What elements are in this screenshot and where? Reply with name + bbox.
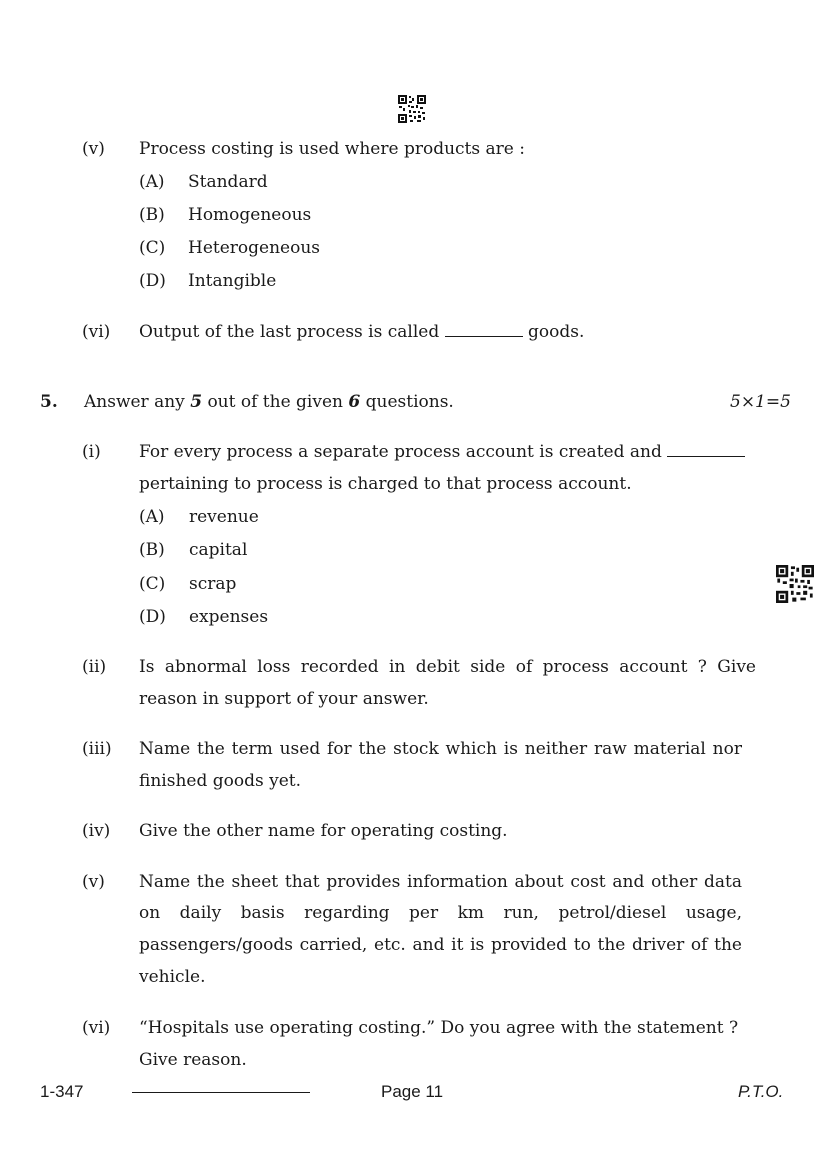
question-number: (ii): [82, 657, 107, 677]
question-text: [139, 322, 584, 342]
fill-in-blank: [445, 322, 523, 337]
question-text: passengers/goods carried, etc. and it is provided to the driver of the: [139, 935, 742, 955]
question-number: (vi): [82, 322, 111, 342]
option-letter: (D): [139, 607, 166, 627]
option-letter: (D): [139, 271, 166, 291]
qr-code-side: [776, 565, 814, 603]
question-text: on daily basis regarding per km run, petrol/diesel usage,: [139, 903, 742, 923]
option-text: capital: [189, 540, 248, 560]
question-number: (v): [82, 872, 105, 892]
option-text: expenses: [189, 607, 269, 627]
question-text-part: For every process a separate process account is created and: [139, 442, 662, 462]
question-text: Process costing is used where products are :: [139, 139, 525, 159]
please-turn-over: P.T.O.: [738, 1082, 784, 1101]
option-text: Heterogeneous: [188, 238, 320, 258]
instruction-part: Answer any: [84, 392, 185, 412]
option-letter: (C): [139, 238, 166, 258]
option-letter: (A): [139, 172, 165, 192]
question-text: [139, 442, 745, 462]
section-instruction: [84, 392, 454, 412]
option-letter: (A): [139, 507, 165, 527]
qr-code-top: [398, 95, 426, 123]
paper-code: 1-347: [40, 1082, 84, 1101]
question-text: Give the other name for operating costing.: [139, 821, 508, 841]
question-text-part: Output of the last process is called: [139, 322, 440, 342]
question-text: Name the sheet that provides information about cost and other data: [139, 872, 742, 892]
question-number: (iv): [82, 821, 111, 841]
option-letter: (B): [139, 205, 165, 225]
question-text-part: goods.: [528, 322, 585, 342]
question-text: Give reason.: [139, 1050, 247, 1070]
fill-in-blank: [667, 442, 745, 457]
question-number: (iii): [82, 739, 112, 759]
page-number: Page 11: [381, 1082, 444, 1101]
footer-rule: [132, 1092, 310, 1093]
option-letter: (B): [139, 540, 165, 560]
question-text: finished goods yet.: [139, 771, 302, 791]
option-text: revenue: [189, 507, 259, 527]
option-text: Intangible: [188, 271, 277, 291]
option-text: Homogeneous: [188, 205, 312, 225]
question-number: (v): [82, 139, 105, 159]
question-number: (i): [82, 442, 101, 462]
question-text: Is abnormal loss recorded in debit side of process account ? Give: [139, 657, 756, 677]
section-number: 5.: [40, 392, 58, 412]
instruction-count: 5: [190, 392, 203, 412]
question-text: Name the term used for the stock which is neither raw material nor: [139, 739, 742, 759]
instruction-part: out of the given: [207, 392, 343, 412]
instruction-part: questions.: [365, 392, 454, 412]
option-text: Standard: [188, 172, 268, 192]
option-text: scrap: [189, 574, 237, 594]
question-number: (vi): [82, 1018, 111, 1038]
question-text: vehicle.: [139, 967, 206, 987]
question-text: pertaining to process is charged to that process account.: [139, 474, 632, 494]
question-text: “Hospitals use operating costing.” Do you agree with the statement ?: [139, 1018, 739, 1038]
question-text: reason in support of your answer.: [139, 689, 429, 709]
option-letter: (C): [139, 574, 166, 594]
marks-allocation: 5×1=5: [730, 392, 791, 412]
instruction-total: 6: [348, 392, 361, 412]
